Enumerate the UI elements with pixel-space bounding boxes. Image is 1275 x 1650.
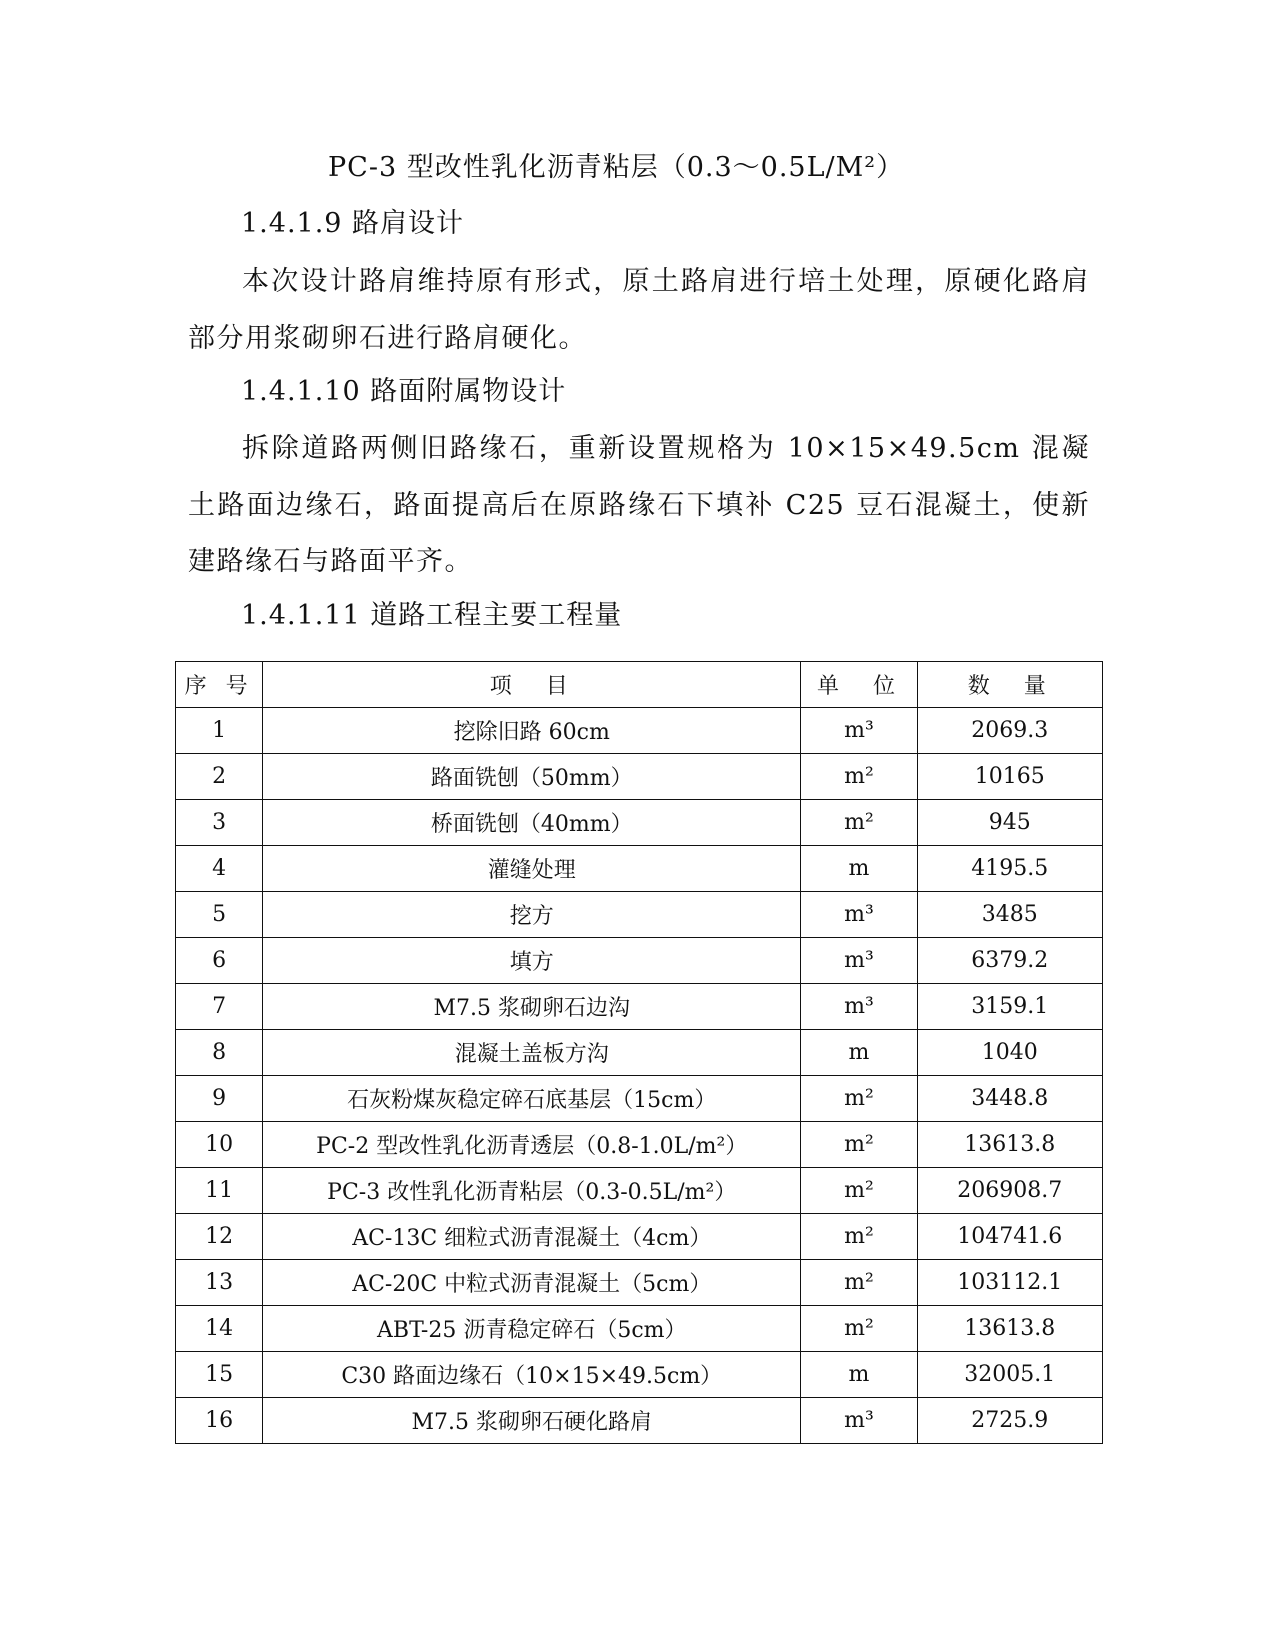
item-cell: 灌缝处理 [263, 846, 801, 892]
table-row [176, 1030, 1103, 1076]
item-cell: 路面铣刨（50mm） [263, 754, 801, 800]
quantity-cell: 945 [917, 800, 1102, 846]
item-cell: ABT-25 沥青稳定碎石（5cm） [263, 1306, 801, 1352]
unit-cell: m² [801, 1260, 917, 1306]
quantity-cell: 1040 [917, 1030, 1102, 1076]
quantity-cell: 104741.6 [917, 1214, 1102, 1260]
row-number-cell: 13 [176, 1260, 263, 1306]
unit-cell: m² [801, 1076, 917, 1122]
row-number-cell: 10 [176, 1122, 263, 1168]
table-row [176, 1352, 1103, 1398]
item-cell: PC-3 改性乳化沥青粘层（0.3-0.5L/m²） [263, 1168, 801, 1214]
table-row [176, 846, 1103, 892]
unit-cell: m² [801, 1214, 917, 1260]
row-number-cell: 8 [176, 1030, 263, 1076]
unit-cell: m³ [801, 984, 917, 1030]
row-number-cell: 2 [176, 754, 263, 800]
item-cell: C30 路面边缘石（10×15×49.5cm） [263, 1352, 801, 1398]
row-number-cell: 15 [176, 1352, 263, 1398]
unit-cell: m [801, 846, 917, 892]
item-cell: 石灰粉煤灰稳定碎石底基层（15cm） [263, 1076, 801, 1122]
table-row [176, 1214, 1103, 1260]
item-cell: 挖除旧路 60cm [263, 708, 801, 754]
item-cell: PC-2 型改性乳化沥青透层（0.8-1.0L/m²） [263, 1122, 801, 1168]
table-header-row [176, 662, 1103, 708]
table-row [176, 708, 1103, 754]
table-row [176, 1168, 1103, 1214]
row-number-cell: 1 [176, 708, 263, 754]
table-body [176, 708, 1103, 1444]
section-heading-14110: 1.4.1.10 路面附属物设计 [241, 376, 567, 407]
curb-design-paragraph: 拆除道路两侧旧路缘石，重新设置规格为 10×15×49.5cm 混凝土路面边缘石，路面提高后在原路缘石下填补 C25 豆石混凝土，使新建路缘石与路面平齐。 [188, 433, 1090, 577]
header-item: 项 目 [263, 662, 801, 708]
pc3-tack-coat-line: PC-3 型改性乳化沥青粘层（0.3～0.5L/M²） [328, 152, 905, 183]
quantity-cell: 3485 [917, 892, 1102, 938]
row-number-cell: 3 [176, 800, 263, 846]
header-no: 序 号 [176, 662, 263, 708]
row-number-cell: 11 [176, 1168, 263, 1214]
row-number-cell: 9 [176, 1076, 263, 1122]
row-number-cell: 6 [176, 938, 263, 984]
item-cell: 填方 [263, 938, 801, 984]
table-row [176, 1260, 1103, 1306]
quantity-cell: 13613.8 [917, 1122, 1102, 1168]
row-number-cell: 7 [176, 984, 263, 1030]
quantity-cell: 32005.1 [917, 1352, 1102, 1398]
unit-cell: m² [801, 1122, 917, 1168]
header-qty: 数 量 [917, 662, 1102, 708]
table-row [176, 1398, 1103, 1444]
quantity-cell: 206908.7 [917, 1168, 1102, 1214]
row-number-cell: 5 [176, 892, 263, 938]
row-number-cell: 14 [176, 1306, 263, 1352]
row-number-cell: 4 [176, 846, 263, 892]
unit-cell: m³ [801, 708, 917, 754]
item-cell: M7.5 浆砌卵石边沟 [263, 984, 801, 1030]
table-row [176, 800, 1103, 846]
quantity-cell: 2069.3 [917, 708, 1102, 754]
row-number-cell: 12 [176, 1214, 263, 1260]
quantity-cell: 103112.1 [917, 1260, 1102, 1306]
quantity-cell: 3159.1 [917, 984, 1102, 1030]
quantity-cell: 6379.2 [917, 938, 1102, 984]
quantity-cell: 10165 [917, 754, 1102, 800]
unit-cell: m² [801, 1168, 917, 1214]
quantity-cell: 2725.9 [917, 1398, 1102, 1444]
unit-cell: m³ [801, 1398, 917, 1444]
section-heading-14111: 1.4.1.11 道路工程主要工程量 [241, 600, 623, 631]
item-cell: 混凝土盖板方沟 [263, 1030, 801, 1076]
row-number-cell: 16 [176, 1398, 263, 1444]
quantity-cell: 4195.5 [917, 846, 1102, 892]
table-row [176, 938, 1103, 984]
unit-cell: m [801, 1030, 917, 1076]
table-row [176, 1306, 1103, 1352]
unit-cell: m² [801, 800, 917, 846]
unit-cell: m³ [801, 892, 917, 938]
unit-cell: m³ [801, 938, 917, 984]
unit-cell: m² [801, 754, 917, 800]
table-row [176, 1122, 1103, 1168]
item-cell: 桥面铣刨（40mm） [263, 800, 801, 846]
unit-cell: m² [801, 1306, 917, 1352]
shoulder-design-paragraph: 本次设计路肩维持原有形式，原土路肩进行培土处理，原硬化路肩部分用浆砌卵石进行路肩硬化。 [188, 266, 1090, 354]
quantity-table [175, 661, 1103, 1444]
table-row [176, 984, 1103, 1030]
table-row [176, 1076, 1103, 1122]
table-row [176, 892, 1103, 938]
unit-cell: m [801, 1352, 917, 1398]
quantity-cell: 13613.8 [917, 1306, 1102, 1352]
header-unit: 单 位 [801, 662, 917, 708]
item-cell: 挖方 [263, 892, 801, 938]
item-cell: M7.5 浆砌卵石硬化路肩 [263, 1398, 801, 1444]
item-cell: AC-20C 中粒式沥青混凝土（5cm） [263, 1260, 801, 1306]
section-heading-1419: 1.4.1.9 路肩设计 [241, 208, 465, 239]
quantity-cell: 3448.8 [917, 1076, 1102, 1122]
item-cell: AC-13C 细粒式沥青混凝土（4cm） [263, 1214, 801, 1260]
table-row [176, 754, 1103, 800]
